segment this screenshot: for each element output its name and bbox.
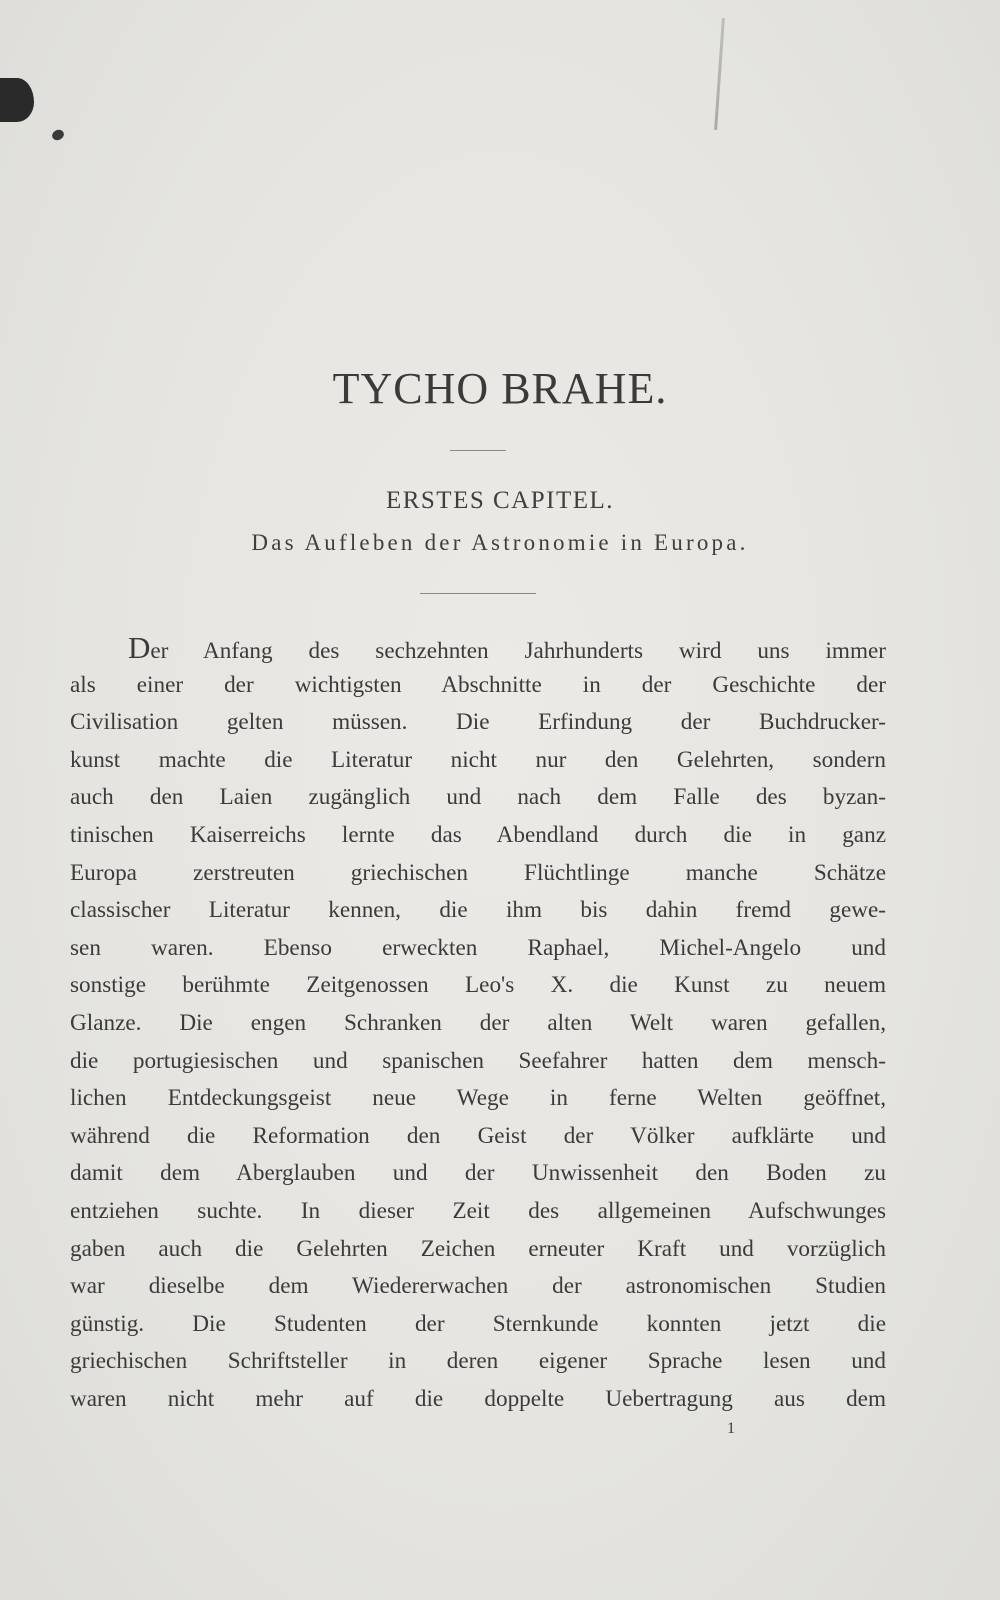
text-line: Europa zerstreuten griechischen Flüchtlinge manche Schätze bbox=[70, 859, 886, 886]
text-line: die portugiesischen und spanischen Seefahrer hatten dem mensch- bbox=[70, 1047, 886, 1074]
text-line: griechischen Schriftsteller in deren eigener Sprache lesen und bbox=[70, 1348, 886, 1375]
text-line: als einer der wichtigsten Abschnitte in der Geschichte der bbox=[70, 671, 886, 698]
text-line-content: er Anfang des sechzehnten Jahrhunderts wird uns immer bbox=[150, 638, 886, 664]
text-line: classischer Literatur kennen, die ihm bis dahin fremd gewe- bbox=[70, 897, 886, 924]
text-line: sen waren. Ebenso erweckten Raphael, Michel-Angelo und bbox=[70, 934, 886, 961]
text-line: während die Reformation den Geist der Völker aufklärte und bbox=[70, 1122, 886, 1149]
body-paragraph bbox=[70, 629, 886, 1418]
text-line: Glanze. Die engen Schranken der alten Welt waren gefallen, bbox=[70, 1009, 886, 1036]
text-line: damit dem Aberglauben und der Unwissenheit den Boden zu bbox=[70, 1160, 886, 1187]
chapter-subtitle: Das Aufleben der Astronomie in Europa. bbox=[251, 530, 749, 555]
text-line: sonstige berühmte Zeitgenossen Leo's X. die Kunst zu neuem bbox=[70, 972, 886, 999]
ink-dot-mark bbox=[50, 128, 65, 142]
text-line: tinischen Kaiserreichs lernte das Abendland durch die in ganz bbox=[70, 821, 886, 848]
page-title: TYCHO BRAHE. bbox=[332, 364, 668, 413]
ink-blot-mark bbox=[0, 78, 34, 122]
text-line: waren nicht mehr auf die doppelte Uebertragung aus dem bbox=[70, 1385, 886, 1412]
title-divider bbox=[450, 450, 506, 451]
chapter-heading: ERSTES CAPITEL. bbox=[385, 487, 615, 514]
text-line: entziehen suchte. In dieser Zeit des allgemeinen Aufschwunges bbox=[70, 1197, 886, 1224]
initial-letter: D bbox=[128, 630, 151, 665]
text-line: günstig. Die Studenten der Sternkunde konnten jetzt die bbox=[70, 1310, 886, 1337]
page-number: 1 bbox=[727, 1420, 735, 1437]
text-line: auch den Laien zugänglich und nach dem Falle des byzan- bbox=[70, 784, 886, 811]
text-line: gaben auch die Gelehrten Zeichen erneuter Kraft und vorzüglich bbox=[70, 1235, 886, 1262]
text-line: Civilisation gelten müssen. Die Erfindung der Buchdrucker- bbox=[70, 709, 886, 736]
pencil-mark bbox=[714, 18, 725, 130]
text-line: kunst machte die Literatur nicht nur den Gelehrten, sondern bbox=[70, 746, 886, 773]
text-line: war dieselbe dem Wiedererwachen der astronomischen Studien bbox=[70, 1273, 886, 1300]
subtitle-divider bbox=[420, 593, 536, 594]
text-line bbox=[70, 629, 886, 667]
text-line: lichen Entdeckungsgeist neue Wege in ferne Welten geöffnet, bbox=[70, 1085, 886, 1112]
